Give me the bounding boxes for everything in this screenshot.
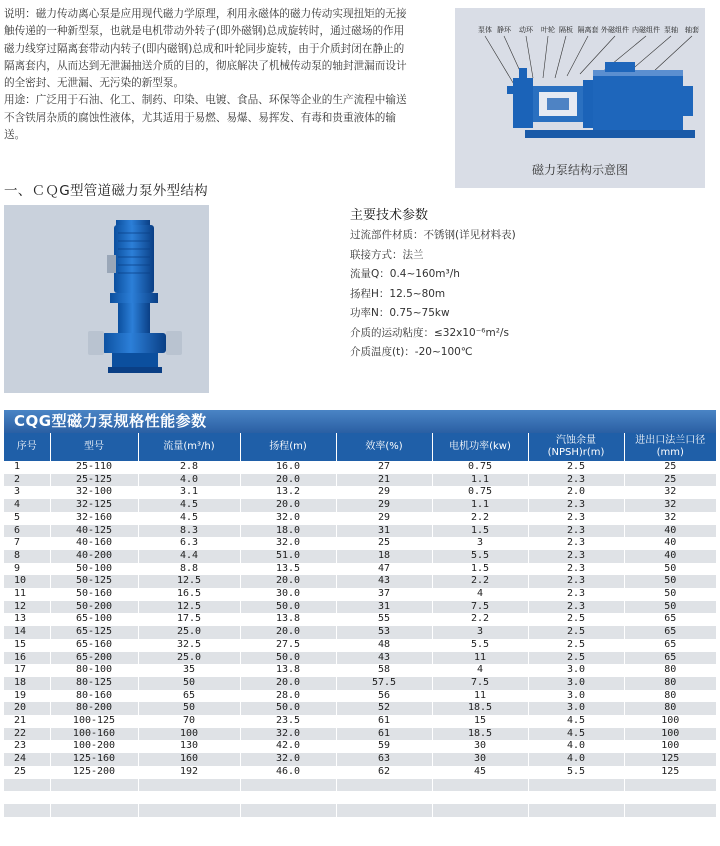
table-row (4, 575, 716, 588)
cell-npsh: 4.5 (528, 715, 624, 728)
cell-index: 22 (4, 728, 50, 741)
cell-flange: 80 (624, 677, 716, 690)
cell-npsh: 2.3 (528, 512, 624, 525)
table-row (4, 728, 716, 741)
diagram-caption: 磁力泵结构示意图 (531, 163, 628, 177)
pump-illustration (4, 205, 209, 393)
table-row (4, 588, 716, 601)
diagram-part-label: 泵轴 (664, 26, 678, 34)
cell-flange: 100 (624, 715, 716, 728)
cell-flange: 40 (624, 537, 716, 550)
cell-head: 50.0 (240, 601, 336, 614)
cell-npsh: 2.0 (528, 486, 624, 499)
cell-flow: 3.1 (138, 486, 240, 499)
cell-efficiency: 31 (336, 525, 432, 538)
cell-head: 23.5 (240, 715, 336, 728)
cell-npsh: 2.3 (528, 601, 624, 614)
cell-head: 13.8 (240, 664, 336, 677)
table-row (4, 639, 716, 652)
cell-flange: 65 (624, 613, 716, 626)
table-title: CQG型磁力泵规格性能参数 (14, 412, 207, 430)
cell-efficiency: 53 (336, 626, 432, 639)
diagram-part-label: 外磁组件 (601, 26, 629, 34)
cell-flange: 125 (624, 753, 716, 766)
cell-flange: 40 (624, 525, 716, 538)
cell-motor-power: 5.5 (432, 639, 528, 652)
table-row (4, 766, 716, 779)
cell-head: 13.8 (240, 613, 336, 626)
cell-model: 125-160 (50, 753, 138, 766)
diagram-part-label: 动环 (519, 26, 533, 34)
table-row (4, 753, 716, 766)
cell-flow: 16.5 (138, 588, 240, 601)
cell-index: 2 (4, 474, 50, 487)
cell-head: 32.0 (240, 512, 336, 525)
cell-model: 50-200 (50, 601, 138, 614)
param-power: 功率N：0.75~75kw (350, 307, 450, 319)
pump-structure-drawing (455, 8, 705, 158)
cell-head: 30.0 (240, 588, 336, 601)
main-tech-params (350, 204, 650, 363)
cell-flow: 17.5 (138, 613, 240, 626)
table-body (4, 461, 716, 817)
diagram-part-label: 内磁组件 (632, 26, 660, 34)
header-motor-power: 电机功率(kw) (432, 433, 528, 461)
cell-efficiency: 29 (336, 512, 432, 525)
cell-flange: 80 (624, 664, 716, 677)
cell-efficiency: 37 (336, 588, 432, 601)
cell-index: 1 (4, 461, 50, 474)
cell-index: 13 (4, 613, 50, 626)
cell-index: 24 (4, 753, 50, 766)
diagram-part-label: 隔离套 (577, 26, 599, 34)
cell-model: 80-160 (50, 690, 138, 703)
intro-text (4, 6, 414, 144)
cell-index: 16 (4, 652, 50, 665)
cell-index: 11 (4, 588, 50, 601)
table-row (4, 474, 716, 487)
cell-head: 16.0 (240, 461, 336, 474)
cell-head: 46.0 (240, 766, 336, 779)
cell-motor-power: 18.5 (432, 702, 528, 715)
cell-model: 32-125 (50, 499, 138, 512)
cell-model: 50-100 (50, 563, 138, 576)
cell-flange: 65 (624, 639, 716, 652)
param-temperature: 介质温度(t)：-20~100℃ (350, 346, 473, 358)
cell-motor-power: 1.5 (432, 525, 528, 538)
cell-motor-power: 7.5 (432, 601, 528, 614)
cell-efficiency: 47 (336, 563, 432, 576)
param-viscosity: 介质的运动粘度：≤32x10⁻⁶m²/s (350, 326, 509, 339)
cell-efficiency: 61 (336, 728, 432, 741)
cell-efficiency: 52 (336, 702, 432, 715)
cell-model: 65-200 (50, 652, 138, 665)
table-row (4, 664, 716, 677)
cell-head: 50.0 (240, 652, 336, 665)
cell-flow: 4.4 (138, 550, 240, 563)
cell-flange: 25 (624, 461, 716, 474)
cell-motor-power: 15 (432, 715, 528, 728)
cell-head: 20.0 (240, 677, 336, 690)
cell-motor-power: 30 (432, 753, 528, 766)
header-npsh: 汽蚀余量 (NPSH)r(m) (528, 433, 624, 461)
pump-photo (4, 205, 209, 393)
cell-head: 32.0 (240, 753, 336, 766)
cell-model: 32-160 (50, 512, 138, 525)
table-row (4, 652, 716, 665)
cell-head: 13.2 (240, 486, 336, 499)
cell-flange: 32 (624, 512, 716, 525)
cell-motor-power: 7.5 (432, 677, 528, 690)
usage-paragraph (4, 92, 414, 144)
cell-flow: 4.0 (138, 474, 240, 487)
cell-index: 20 (4, 702, 50, 715)
cell-flange: 50 (624, 601, 716, 614)
cell-index: 25 (4, 766, 50, 779)
table-header-row (4, 433, 716, 461)
cell-flow: 100 (138, 728, 240, 741)
cell-efficiency: 59 (336, 740, 432, 753)
table-row (4, 550, 716, 563)
cell-npsh: 2.3 (528, 563, 624, 576)
header-index: 序号 (4, 433, 50, 461)
table-row (4, 613, 716, 626)
cell-efficiency: 29 (336, 499, 432, 512)
table-row (4, 563, 716, 576)
cell-efficiency: 58 (336, 664, 432, 677)
cell-index: 8 (4, 550, 50, 563)
cell-flow: 35 (138, 664, 240, 677)
cell-model: 40-125 (50, 525, 138, 538)
cell-index: 4 (4, 499, 50, 512)
cell-head: 51.0 (240, 550, 336, 563)
cell-index: 15 (4, 639, 50, 652)
cell-index: 23 (4, 740, 50, 753)
cell-model: 32-100 (50, 486, 138, 499)
cell-flange: 25 (624, 474, 716, 487)
cell-flow: 8.3 (138, 525, 240, 538)
cell-efficiency: 63 (336, 753, 432, 766)
empty-row (4, 791, 716, 804)
param-connection: 联接方式：法兰 (350, 248, 424, 261)
cell-index: 18 (4, 677, 50, 690)
principle-label: 说明： (4, 8, 36, 20)
table-row (4, 702, 716, 715)
cell-motor-power: 2.2 (432, 575, 528, 588)
diagram-part-label: 隔板 (559, 26, 573, 34)
cell-npsh: 2.3 (528, 525, 624, 538)
cell-head: 32.0 (240, 728, 336, 741)
cell-model: 40-200 (50, 550, 138, 563)
cell-npsh: 3.0 (528, 690, 624, 703)
table-row (4, 537, 716, 550)
cell-head: 20.0 (240, 474, 336, 487)
cell-flow: 2.8 (138, 461, 240, 474)
cell-model: 65-100 (50, 613, 138, 626)
cell-flange: 100 (624, 728, 716, 741)
cell-motor-power: 0.75 (432, 486, 528, 499)
cell-motor-power: 1.1 (432, 474, 528, 487)
cell-index: 19 (4, 690, 50, 703)
table-row (4, 525, 716, 538)
cell-motor-power: 2.2 (432, 512, 528, 525)
cell-motor-power: 2.2 (432, 613, 528, 626)
cell-flow: 130 (138, 740, 240, 753)
cell-motor-power: 4 (432, 588, 528, 601)
cell-head: 28.0 (240, 690, 336, 703)
table-row (4, 690, 716, 703)
principle-text: 磁力传动离心泵是应用现代磁力学原理，利用永磁体的磁力传动实现扭矩的无接触传递的一种新型泵，也就是电机带动外转子(即外磁钢)总成旋转时，通过磁场的作用磁力线穿过隔离套带动内转子(即内磁钢)总成和叶轮同步旋转，由于介质封闭在静止的隔离套内，从而达到无泄漏抽送介质的目的，彻底解决了机械传动泵的轴封泄漏而设计的全密封、无泄漏、无污染的新型泵。 (4, 8, 407, 90)
cell-motor-power: 1.1 (432, 499, 528, 512)
cell-model: 100-160 (50, 728, 138, 741)
empty-row (4, 804, 716, 817)
cell-flow: 192 (138, 766, 240, 779)
cell-head: 18.0 (240, 525, 336, 538)
cell-npsh: 2.3 (528, 499, 624, 512)
cell-efficiency: 27 (336, 461, 432, 474)
cell-flow: 70 (138, 715, 240, 728)
usage-label: 用途： (4, 94, 36, 107)
cell-model: 25-125 (50, 474, 138, 487)
principle-paragraph (4, 6, 414, 92)
param-flow: 流量Q：0.4~160m³/h (350, 268, 460, 280)
cell-efficiency: 43 (336, 652, 432, 665)
cell-motor-power: 11 (432, 652, 528, 665)
cell-head: 27.5 (240, 639, 336, 652)
cell-head: 32.0 (240, 537, 336, 550)
cell-model: 125-200 (50, 766, 138, 779)
cell-index: 12 (4, 601, 50, 614)
cell-npsh: 3.0 (528, 702, 624, 715)
cell-flow: 25.0 (138, 626, 240, 639)
cell-flange: 50 (624, 575, 716, 588)
cell-flange: 125 (624, 766, 716, 779)
table-row (4, 626, 716, 639)
cell-flow: 8.8 (138, 563, 240, 576)
cell-index: 17 (4, 664, 50, 677)
cell-flow: 32.5 (138, 639, 240, 652)
cell-model: 50-160 (50, 588, 138, 601)
table-row (4, 512, 716, 525)
cell-model: 80-125 (50, 677, 138, 690)
cell-npsh: 2.5 (528, 613, 624, 626)
cell-index: 10 (4, 575, 50, 588)
cell-flange: 32 (624, 499, 716, 512)
cell-index: 3 (4, 486, 50, 499)
header-flange: 进出口法兰口径 (mm) (624, 433, 716, 461)
cell-efficiency: 43 (336, 575, 432, 588)
cell-motor-power: 30 (432, 740, 528, 753)
cell-efficiency: 55 (336, 613, 432, 626)
cell-head: 42.0 (240, 740, 336, 753)
cell-efficiency: 61 (336, 715, 432, 728)
cell-flange: 80 (624, 690, 716, 703)
cell-efficiency: 57.5 (336, 677, 432, 690)
cell-flange: 100 (624, 740, 716, 753)
cell-index: 7 (4, 537, 50, 550)
cell-efficiency: 18 (336, 550, 432, 563)
cell-npsh: 2.5 (528, 639, 624, 652)
section-title: 一、ＣＱG型管道磁力泵外型结构 (4, 183, 208, 199)
cell-motor-power: 18.5 (432, 728, 528, 741)
cell-flow: 6.3 (138, 537, 240, 550)
cell-flow: 12.5 (138, 575, 240, 588)
diagram-part-label: 泵体 (478, 26, 492, 34)
cell-npsh: 2.3 (528, 537, 624, 550)
cell-head: 13.5 (240, 563, 336, 576)
cell-efficiency: 62 (336, 766, 432, 779)
cell-model: 40-160 (50, 537, 138, 550)
cell-npsh: 2.5 (528, 652, 624, 665)
param-material: 过流部件材质：不锈钢(详见材料表) (350, 229, 516, 241)
cell-npsh: 3.0 (528, 677, 624, 690)
diagram-part-label: 静环 (497, 26, 511, 34)
cell-npsh: 2.3 (528, 588, 624, 601)
cell-model: 65-125 (50, 626, 138, 639)
table-row (4, 740, 716, 753)
table-title-bar (4, 410, 716, 433)
usage-text: 广泛用于石油、化工、制药、印染、电镀、食品、环保等企业的生产流程中输送不含铁屑杂质的腐蚀性液体，尤其适用于易燃、易爆、易挥发、有毒和贵重液体的输送。 (4, 94, 407, 142)
cell-motor-power: 1.5 (432, 563, 528, 576)
cell-npsh: 3.0 (528, 664, 624, 677)
cell-efficiency: 25 (336, 537, 432, 550)
cell-flow: 4.5 (138, 512, 240, 525)
table-row (4, 601, 716, 614)
cell-npsh: 2.5 (528, 626, 624, 639)
cell-motor-power: 5.5 (432, 550, 528, 563)
cell-model: 80-200 (50, 702, 138, 715)
spec-table (4, 433, 716, 817)
cell-efficiency: 48 (336, 639, 432, 652)
cell-motor-power: 11 (432, 690, 528, 703)
cell-efficiency: 31 (336, 601, 432, 614)
table-row (4, 677, 716, 690)
cell-motor-power: 3 (432, 537, 528, 550)
cell-flow: 160 (138, 753, 240, 766)
cell-flow: 50 (138, 702, 240, 715)
table-row (4, 486, 716, 499)
cell-index: 6 (4, 525, 50, 538)
cell-head: 50.0 (240, 702, 336, 715)
cell-head: 20.0 (240, 499, 336, 512)
cell-flow: 12.5 (138, 601, 240, 614)
cell-flow: 4.5 (138, 499, 240, 512)
cell-npsh: 4.0 (528, 740, 624, 753)
cell-npsh: 2.5 (528, 461, 624, 474)
cell-npsh: 4.5 (528, 728, 624, 741)
table-row (4, 461, 716, 474)
cell-flange: 40 (624, 550, 716, 563)
cell-head: 20.0 (240, 626, 336, 639)
cell-motor-power: 45 (432, 766, 528, 779)
cell-npsh: 5.5 (528, 766, 624, 779)
cell-motor-power: 3 (432, 626, 528, 639)
cell-flange: 50 (624, 588, 716, 601)
cell-efficiency: 56 (336, 690, 432, 703)
cell-flow: 25.0 (138, 652, 240, 665)
cell-model: 25-110 (50, 461, 138, 474)
cell-model: 65-160 (50, 639, 138, 652)
cell-flange: 50 (624, 563, 716, 576)
cell-npsh: 2.3 (528, 550, 624, 563)
cell-model: 80-100 (50, 664, 138, 677)
cell-efficiency: 21 (336, 474, 432, 487)
cell-npsh: 2.3 (528, 474, 624, 487)
header-head: 扬程(m) (240, 433, 336, 461)
cell-index: 5 (4, 512, 50, 525)
cell-model: 100-125 (50, 715, 138, 728)
cell-head: 20.0 (240, 575, 336, 588)
cell-npsh: 2.3 (528, 575, 624, 588)
params-title: 主要技术参数 (350, 208, 429, 223)
cell-flow: 50 (138, 677, 240, 690)
header-efficiency: 效率(%) (336, 433, 432, 461)
cell-flange: 65 (624, 652, 716, 665)
header-flow: 流量(m³/h) (138, 433, 240, 461)
param-head: 扬程H：12.5~80m (350, 287, 446, 300)
empty-row (4, 779, 716, 792)
cell-index: 14 (4, 626, 50, 639)
cell-model: 50-125 (50, 575, 138, 588)
cell-flange: 80 (624, 702, 716, 715)
cell-model: 100-200 (50, 740, 138, 753)
cell-flange: 65 (624, 626, 716, 639)
diagram-part-label: 轴套 (685, 26, 699, 34)
structure-diagram (455, 8, 705, 188)
cell-flow: 65 (138, 690, 240, 703)
cell-index: 21 (4, 715, 50, 728)
cell-flange: 32 (624, 486, 716, 499)
table-row (4, 715, 716, 728)
cell-npsh: 4.0 (528, 753, 624, 766)
diagram-part-label: 叶轮 (541, 26, 555, 34)
cell-motor-power: 0.75 (432, 461, 528, 474)
cell-index: 9 (4, 563, 50, 576)
table-row (4, 499, 716, 512)
header-model: 型号 (50, 433, 138, 461)
cell-motor-power: 4 (432, 664, 528, 677)
cell-efficiency: 29 (336, 486, 432, 499)
